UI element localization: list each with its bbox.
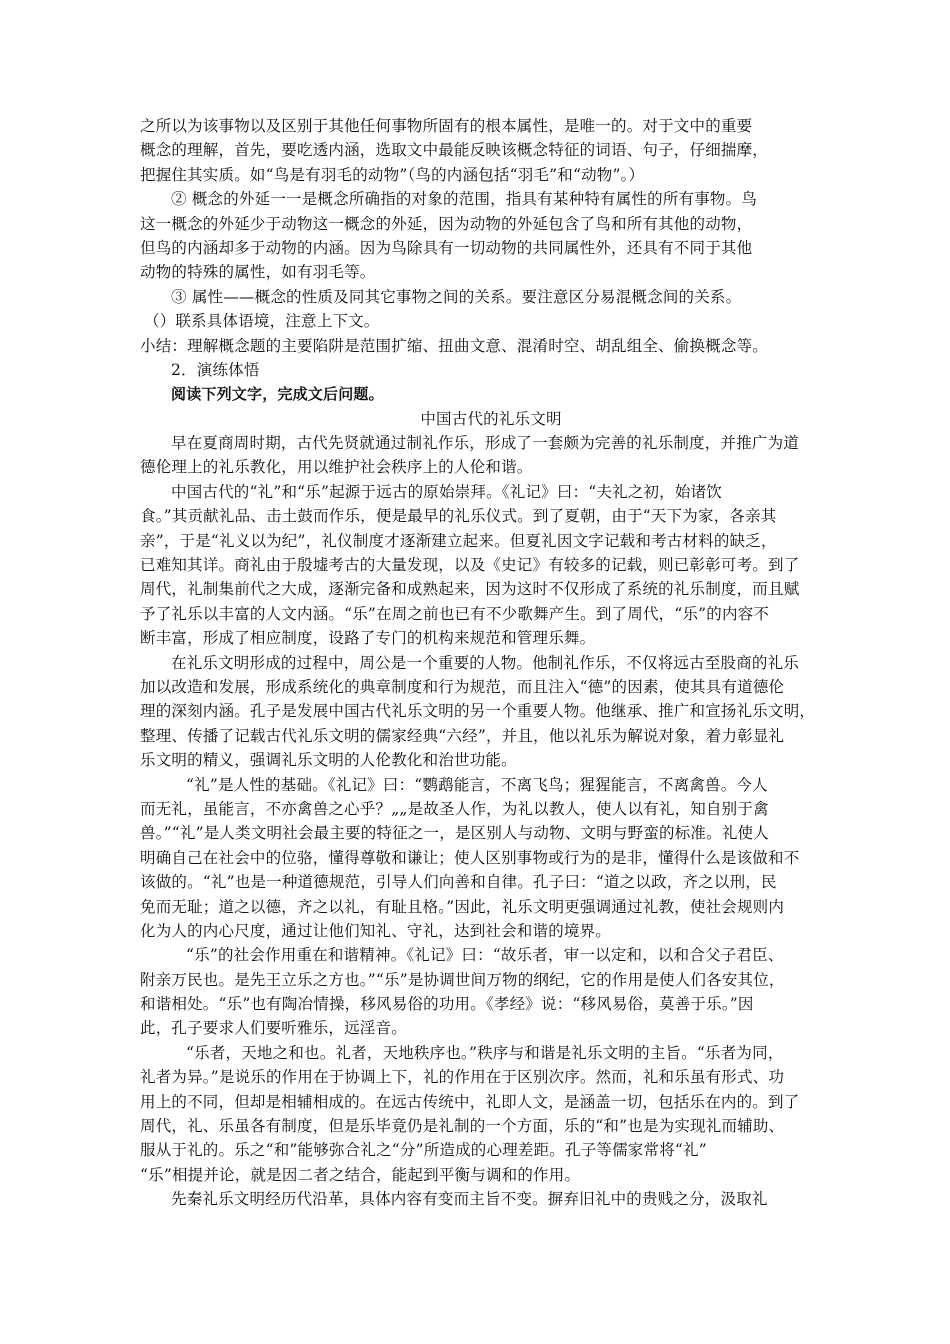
text-line: 之所以为该事物以及区别于其他任何事物所固有的根本属性，是唯一的。对于文中的重要	[140, 117, 753, 135]
text-line: 化为人的内心尺度，通过让他们知礼、守礼，达到社会和谐的境界。	[140, 921, 612, 940]
instruction-heading: 阅读下列文字，完成文后问题。	[171, 385, 384, 404]
text-line: 此，孔子要求人们要听雅乐，远淫音。	[140, 1019, 407, 1038]
text-line: 服从于礼的。乐之“和”能够弥合礼之“分”所造成的心理差距。孔子等儒家常将“礼”	[140, 1141, 707, 1160]
text-line: 早在夏商周时期，古代先贤就通过制礼作乐，形成了一套颇为完善的礼乐制度，并推广为道	[171, 434, 800, 453]
text-line: 免而无耻；道之以德，齐之以礼，有耻且格。”因此，礼乐文明更强调通过礼教，使社会规则内	[140, 897, 785, 916]
section-heading: 2．演练体悟	[171, 360, 260, 379]
article-title: 中国古代的礼乐文明	[420, 409, 562, 428]
text-line: “礼”是人性的基础。《礼记》曰：“鹦鹉能言，不离飞鸟；猩猩能言，不离禽兽。今人	[186, 775, 768, 794]
text-line: 整理、传播了记载古代礼乐文明的儒家经典“六经”，并且，他以礼乐为解说对象，着力彰显礼	[140, 726, 785, 745]
text-line: 礼者为异。”是说乐的作用在于协调上下，礼的作用在于区别次序。然而，礼和乐虽有形式、功	[140, 1068, 785, 1087]
text-line: 加以改造和发展，形成系统化的典章制度和行为规范，而且注入“德”的因素，使其具有道德伦	[140, 677, 785, 696]
text-line: （）联系具体语境，注意上下文。	[144, 312, 380, 331]
text-line: 亲”，于是“礼义以为纪”，礼仪制度才逐渐建立起来。但夏礼因文字记载和考古材料的缺乏，	[140, 531, 777, 550]
text-line: 在礼乐文明形成的过程中，周公是一个重要的人物。他制礼作乐，不仅将远古至股商的礼乐	[171, 653, 800, 672]
text-line: 附亲万民也。是先王立乐之方也。”“乐”是协调世间万物的纲纪，它的作用是使人们各安其位，	[140, 970, 785, 989]
text-line: 乐文明的精义，强调礼乐文明的人伦教化和治世功能。	[140, 751, 517, 770]
text-line: 和谐相处。“乐”也有陶冶情操，移风易俗的功用。《孝经》说：“移风易俗，莫善于乐。”因	[140, 995, 754, 1014]
text-line: 周代，礼、乐虽各有制度，但是乐毕竟仍是礼制的一个方面，乐的“和”也是为实现礼而辅助、	[140, 1117, 785, 1136]
text-line: 这一概念的外延少于动物这一概念的外延，因为动物的外延包含了鸟和所有其他的动物，	[140, 214, 753, 233]
document-page	[140, 114, 822, 1212]
text-line: 该做的。“礼”也是一种道德规范，引导人们向善和自律。孔子曰：“道之以政，齐之以刑，民	[140, 873, 777, 892]
text-line: “乐者，天地之和也。礼者，天地秩序也。”秩序与和谐是礼乐文明的主旨。“乐者为同，	[186, 1043, 784, 1062]
text-line: ③ 属性——概念的性质及同其它事物之间的关系。要注意区分易混概念间的关系。	[171, 287, 742, 306]
text-line: 周代，礼制集前代之大成，逐渐完备和成熟起来，因为这时不仅形成了系统的礼乐制度，而且赋	[140, 580, 800, 599]
text-line: 概念的理解，首先，要吃透内涵，选取文中最能反映该概念特征的词语、句子，仔细揣摩，	[140, 141, 769, 160]
text-line: 用上的不同，但却是相辅相成的。在远古传统中，礼即人文，是涵盖一切，包括乐在内的。到了	[140, 1092, 800, 1111]
text-line: “乐”的社会作用重在和谐精神。《礼记》曰：“故乐者，审一以定和，以和合父子君臣、	[186, 946, 784, 965]
text-line: 兽。”“礼”是人类文明社会最主要的特征之一，是区别人与动物、文明与野蛮的标准。礼使人	[140, 824, 769, 843]
text-line: 已难知其详。商礼由于殷墟考古的大量发现，以及《史记》有较多的记载，则已彰彰可考。到了	[140, 556, 800, 575]
text-line: 理的深刻内涵。孔子是发展中国古代礼乐文明的另一个重要人物。他继承、推广和宣扬礼乐文明，	[140, 702, 816, 721]
text-line: 予了礼乐以丰富的人文内涵。“乐”在周之前也已有不少歌舞产生。到了周代，“乐”的内容不	[140, 604, 770, 623]
text-line: ② 概念的外延一一是概念所确指的对象的范围，指具有某种特有属性的所有事物。鸟	[171, 190, 758, 209]
text-line: “乐”相提并论，就是因二者之结合，能起到平衡与调和的作用。	[140, 1165, 581, 1184]
text-line: 而无礼，虽能言，不亦禽兽之心乎？„„是故圣人作，为礼以教人，使人以有礼，知自别于禽	[140, 799, 769, 818]
text-line: 断丰富，形成了相应制度，设路了专门的机构来规范和管理乐舞。	[140, 629, 596, 648]
text-line: 德伦理上的礼乐教化，用以维护社会秩序上的人伦和谐。	[140, 458, 533, 477]
text-line: 明确自己在社会中的位骆，懂得尊敬和谦让；使人区别事物或行为的是非，懂得什么是该做和不	[140, 848, 800, 867]
summary-line: 小结：理解概念题的主要陷阱是范围扩缩、扭曲文意、混淆时空、胡乱组全、偷换概念等。	[140, 336, 769, 355]
text-line: 但鸟的内涵却多于动物的内涵。因为鸟除具有一切动物的共同属性外，还具有不同于其他	[140, 238, 753, 257]
text-line: 中国古代的“礼”和“乐”起源于远古的原始崇拜。《礼记》曰：“夫礼之初，始诸饮	[171, 482, 722, 501]
text-line: 把握住其实质。如“鸟是有羽毛的动物”（鸟的内涵包括“羽毛”和“动物”。）	[140, 165, 645, 184]
text-line: 动物的特殊的属性，如有羽毛等。	[140, 263, 376, 282]
text-line: 先秦礼乐文明经历代沿革，具体内容有变而主旨不变。摒弃旧礼中的贵贱之分，汲取礼	[171, 1190, 768, 1209]
text-line: 食。”其贡献礼品、击土鼓而作乐，便是最早的礼乐仪式。到了夏朝，由于“天下为家，各亲其	[140, 507, 777, 526]
